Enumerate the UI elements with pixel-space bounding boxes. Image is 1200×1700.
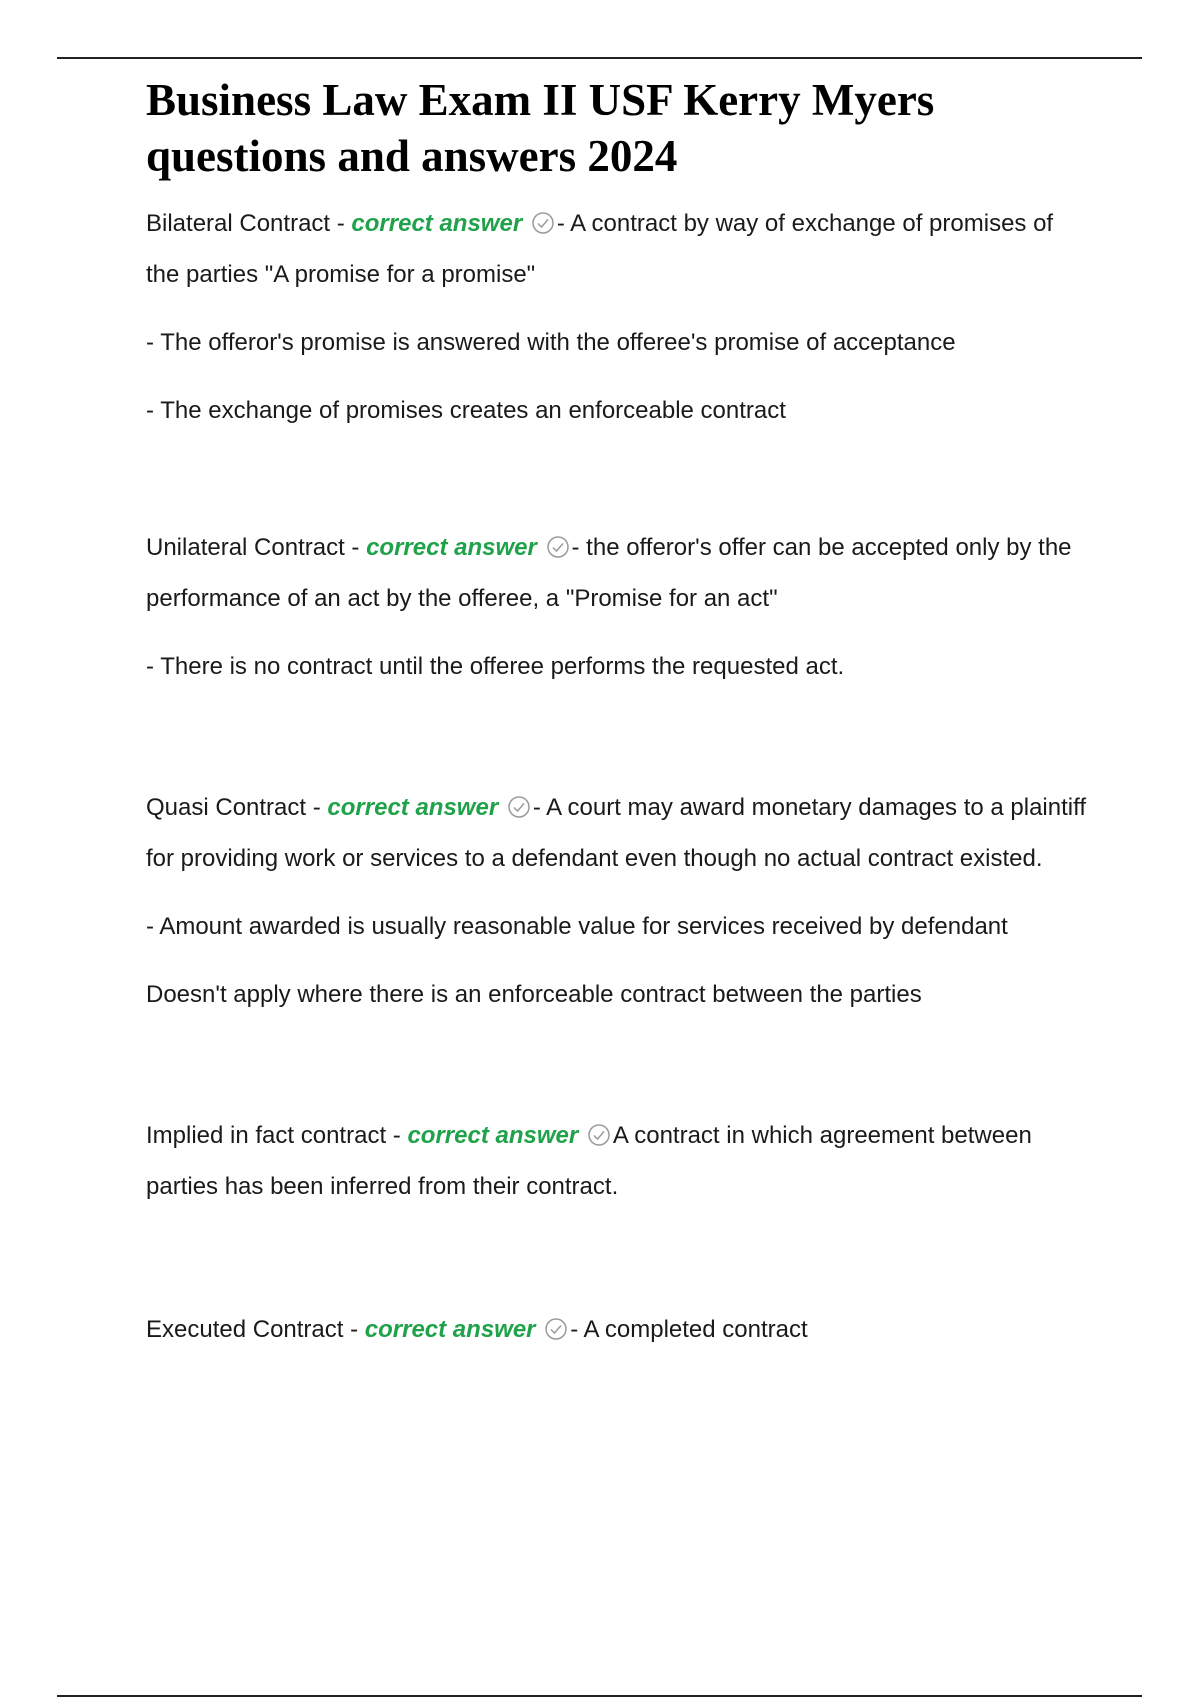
- document-body: [146, 72, 1086, 1355]
- note-line: - There is no contract until the offeree performs the requested act.: [146, 653, 845, 680]
- term-label: Unilateral Contract -: [146, 534, 367, 561]
- check-circle-icon: [587, 1123, 611, 1147]
- definition-text: - A court may award monetary damages to a plaintiff for providing work or services to a defendant even though no actual contract existed.: [146, 794, 1087, 872]
- term-label: Quasi Contract -: [146, 794, 328, 821]
- correct-answer-label: correct answer: [364, 1316, 536, 1343]
- qa-question: [146, 1304, 1086, 1355]
- correct-answer-label: correct answer: [327, 794, 499, 821]
- definition-text: A contract in which agreement between parties has been inferred from their contract.: [146, 1122, 1032, 1200]
- note-line: - The exchange of promises creates an enforceable contract: [146, 397, 786, 424]
- term-label: Implied in fact contract -: [146, 1122, 408, 1149]
- definition-text: - A contract by way of exchange of promises of the parties "A promise for a promise": [146, 210, 1054, 288]
- qa-entry-bilateral: [146, 198, 1086, 436]
- correct-answer-label: correct answer: [351, 210, 523, 237]
- term-label: Executed Contract -: [146, 1316, 365, 1343]
- correct-answer-label: correct answer: [407, 1122, 579, 1149]
- qa-question: [146, 522, 1086, 624]
- qa-entry-implied-in-fact: [146, 1110, 1086, 1212]
- bottom-rule: [57, 1695, 1142, 1697]
- correct-answer-label: correct answer: [366, 534, 537, 561]
- definition-text: - A completed contract: [570, 1316, 808, 1343]
- qa-question: [146, 782, 1086, 884]
- note-line: - Amount awarded is usually reasonable value for services received by defendant: [146, 913, 1008, 940]
- check-circle-icon: [507, 795, 531, 819]
- qa-entry-executed: [146, 1304, 1086, 1355]
- check-circle-icon: [531, 211, 555, 235]
- note-line: Doesn't apply where there is an enforceable contract between the parties: [146, 981, 922, 1008]
- qa-question: [146, 1110, 1086, 1212]
- check-circle-icon: [544, 1317, 568, 1341]
- qa-entry-quasi: [146, 782, 1086, 1020]
- definition-text: - the offeror's offer can be accepted only by the performance of an act by the offeree, a "Promise for an act": [146, 534, 1072, 612]
- check-circle-icon: [546, 535, 570, 559]
- note-line: - The offeror's promise is answered with the offeree's promise of acceptance: [146, 329, 956, 356]
- qa-entry-unilateral: [146, 522, 1086, 692]
- term-label: Bilateral Contract -: [146, 210, 352, 237]
- qa-question: [146, 198, 1086, 300]
- document-title: Business Law Exam II USF Kerry Myers questions and answers 2024: [146, 75, 935, 181]
- top-rule: [57, 57, 1142, 59]
